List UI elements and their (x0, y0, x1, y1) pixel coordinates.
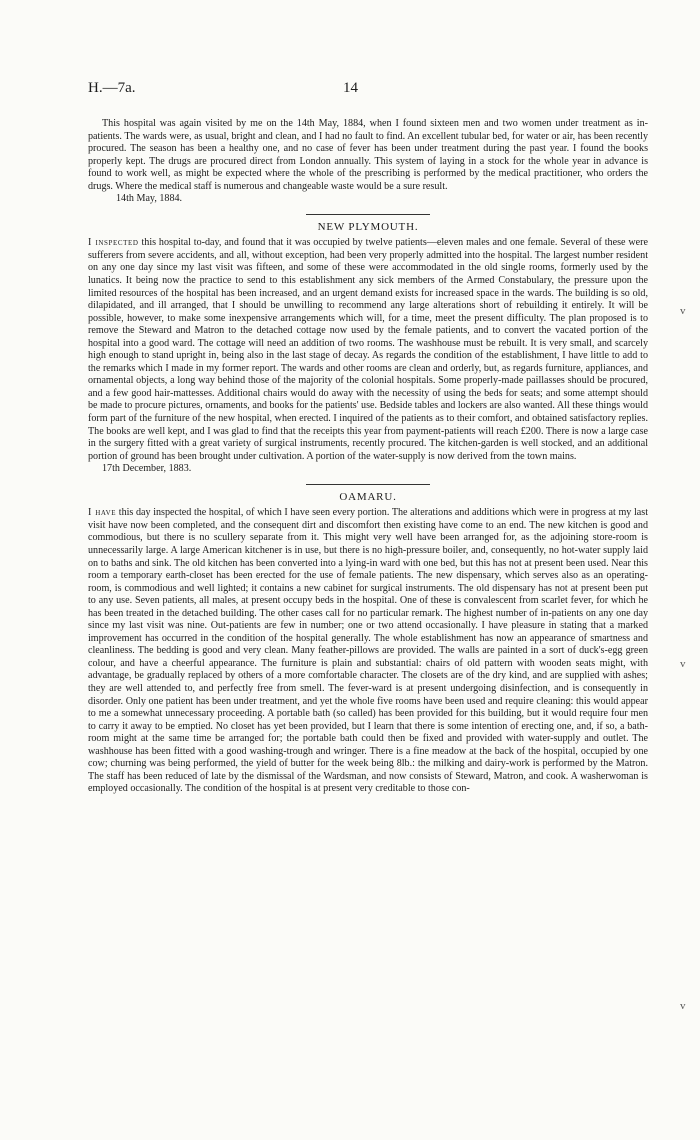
section-divider (306, 214, 430, 215)
hospital-report-section (88, 118, 648, 206)
new-plymouth-paragraph (88, 237, 648, 463)
document-reference: H.—7a. (88, 80, 136, 96)
oamaru-lead: I have (88, 507, 117, 519)
margin-mark: v (680, 1000, 686, 1012)
page-number: 14 (343, 80, 358, 96)
new-plymouth-lead: I inspected (88, 237, 139, 249)
new-plymouth-date: 17th December, 1883. (102, 463, 192, 475)
hospital-report-date: 14th May, 1884. (116, 193, 183, 205)
oamaru-heading: OAMARU. (339, 490, 397, 503)
oamaru-paragraph (88, 507, 648, 796)
oamaru-section (88, 491, 648, 796)
section-divider (306, 484, 430, 485)
margin-mark: v (680, 658, 686, 670)
new-plymouth-text: this hospital to-day, and found that it was occupied by twelve patients—eleven males and one female. Several of these were sufferers from severe accidents, and all, without exception, had been very properly admitted into the hospital. The largest number resident on any one day since my last visit was fifteen, and some of these were accommodated in the old single rooms, formerly used by the lunatics. It being now the practice to send to this establishment any sick members of the Armed Constabulary, the pressure upon the limited resources of the hospital has been increased, and an urgent demand exists for increased space in the wards. The building is so old, dilapidated, and ill arranged, that I should be unwilling to recommend any large alterations short of rebuilding it entirely. It will be possible, however, to make some inexpensive arrangements which will, for a time, meet the present difficulty. The plan proposed is to remove the Steward and Matron to the detached cottage now used by the female patients, and to convert the vacated portion of the hospital into a good ward. The cottage will need an addition of two rooms. The washhouse must be rebuilt. It is very small, and scarcely high enough to stand upright in, being also in the last stage of decay. As regards the condition of the establishment, I have little to add to the remarks which I made in my former report. The wards and other rooms are clean and orderly, but, as regards furniture, appliances, and ornamental objects, a long way behind those of the majority of the colonial hospitals. Some properly-made paillasses should be procured, and a few good hair-mattesses. Additional chairs would do away with the necessity of using the beds for seats; and some attempt should be made to procure pictures, ornaments, and books for the patients' use. Bedside tables and lockers are also wanted. All these things would form part of the furniture of the new hospital, when erected. I inquired of the patients as to their comfort, and obtained satisfactory replies. The books are well kept, and I was glad to find that the receipts this year from payment-patients will reach £200. There is now a large case in the surgery fitted with a great variety of surgical instruments, recently procured. The kitchen-garden is well stocked, and an additional portion of ground has been brought under cultivation. A portion of the water-supply is now derived from the town mains. (88, 237, 648, 462)
oamaru-text: this day inspected the hospital, of which I have seen every portion. The alterations and additions which were in progress at my last visit have now been completed, and the consequent dirt and discomfort then existing have come to an end. The new kitchen is good and commodious, but there is no scullery separate from it. This might very well have been arranged for, as the adjoining store-room is unnecessarily large. A large American kitchener is in use, but there is no high-pressure boiler, and, consequently, no hot-water supply laid on to baths and sink. The old kitchen has been converted into a lying-in ward with one bed, but this has not at present been used. Near this room a temporary earth-closet has been erected for the use of female patients. The new dispensary, which serves also as an operating-room, is commodious and well lighted; it contains a new cabinet for surgical instruments. The old dispensary has not at present been put to any use. Seven patients, all males, at present occupy beds in the hospital. One of these is convalescent from scarlet fever, for which he has been treated in the detached building. The other cases call for no particular remark. The highest number of in-patients on any one day since my last visit was nine. Out-patients are few in number; one or two attend occasionally. I have pleasure in stating that a marked improvement has occurred in the condition of the hospital generally. The whole establishment has now an appearance of smartness and cleanliness. The bedding is good and very clean. Many feather-pillows are provided. The walls are painted in a sort of duck's-egg green colour, and have a cheerful appearance. The furniture is plain and substantial: chairs of old pattern with wooden seats might, with advantage, be gradually replaced by others of a more comfortable character. The closets are of the dry kind, and are supplied with ashes; they are well attended to, and perfectly free from smell. The fever-ward is at present undergoing disinfection, and is consequently in disorder. Only one patient has been under treatment, and yet the whole five rooms have been used and require cleaning: this would appear to me a somewhat unnecessary proceeding. A portable bath (so called) has been provided for this building, but it would require four men to carry it away to be emptied. No closet has yet been provided, but I learn that there is some intention of erecting one, and, if so, a bath-room might at the same time be arranged for; the portable bath could then be fixed and provided with water-supply and outlet. The washhouse has been fitted with a good washing-trough and wringer. There is a fine meadow at the back of the hospital, occupied by one cow; churning was being performed, the yield of butter for the week being 8lb.: the milking and dairy-work is performed by the Matron. The staff has been reduced of late by the dismissal of the Wardsman, and now consists of Steward, Matron, and cook. A washerwoman is employed occasionally. The condition of the hospital is at present very creditable to those con- (88, 507, 648, 795)
page-body (88, 118, 648, 796)
margin-mark: v (680, 305, 686, 317)
new-plymouth-heading: NEW PLYMOUTH. (317, 220, 419, 233)
page-header (88, 80, 648, 100)
new-plymouth-section (88, 221, 648, 476)
hospital-report-paragraph: This hospital was again visited by me on the 14th May, 1884, when I found sixteen men and two women under treatment as in-patients. The wards were, as usual, bright and clean, and I had no fault to find. An excellent tubular bed, for water or air, has been recently procured. The season has been a healthy one, and no case of fever has been under treatment during the past year. I found the books properly kept. The drugs are procured direct from London annually. This system of laying in a stock for the whole year in advance is found to work well, as might be expected where the whole of the prescribing is performed by the medical practitioner, who orders the drugs. Where the medical staff is numerous and changeable waste would be a sure result. (88, 118, 648, 192)
